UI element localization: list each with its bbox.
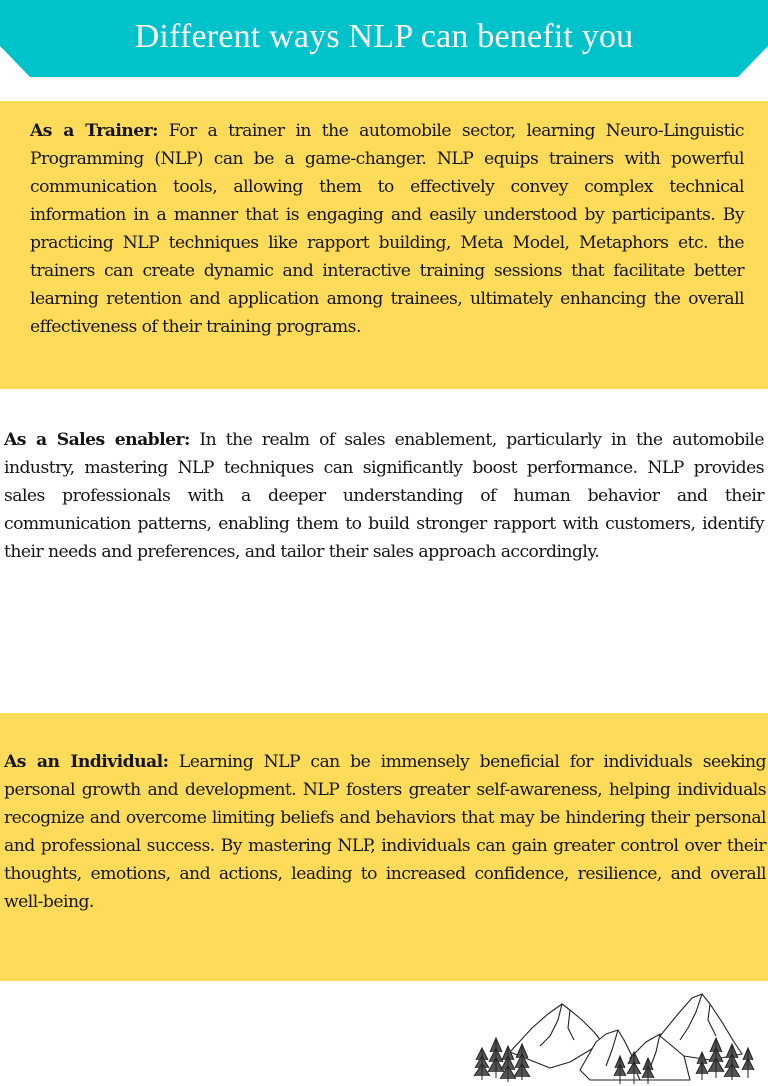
page-title: Different ways NLP can benefit you — [134, 18, 634, 55]
mountains-icon — [470, 980, 768, 1086]
trainer-body: For a trainer in the automobile sector, learning Neuro-Linguistic Programming (NLP) can be a game-changer. NLP equips trainers with powerful communication tools, allowing them to effectively convey complex technical information in a manner that is engaging and easily understood by participants. By practicing NLP techniques like rapport building, Meta Model, Metaphors etc. the trainers can create dynamic and interactive training sessions that facilitate better learning retention and application among trainees, ultimately enhancing the overall effectiveness of their training programs. — [30, 121, 745, 337]
individual-heading: As an Individual: — [4, 752, 169, 772]
sales-enabler-heading: As a Sales enabler: — [4, 430, 190, 450]
trainer-paragraph — [30, 117, 744, 341]
trainer-heading: As a Trainer: — [30, 121, 158, 141]
individual-paragraph — [4, 748, 766, 916]
sales-enabler-body: In the realm of sales enablement, particularly in the automobile industry, mastering NLP techniques can significantly boost performance. NLP provides sales professionals with a deeper understanding of human behavior and their communication patterns, enabling them to build stronger rapport with customers, identify their needs and preferences, and tailor their sales approach accordingly. — [4, 430, 764, 562]
title-banner — [0, 0, 768, 77]
trainer-section — [0, 101, 768, 389]
sales-enabler-paragraph — [4, 426, 764, 566]
individual-section — [0, 713, 768, 981]
individual-body: Learning NLP can be immensely beneficial for individuals seeking personal growth and development. NLP fosters greater self-awareness, helping individuals recognize and overcome limiting beliefs and behaviors that may be hindering their personal and professional success. By mastering NLP, individuals can gain greater control over their thoughts, emotions, and actions, leading to increased confidence, resilience, and overall well-being. — [4, 752, 766, 912]
